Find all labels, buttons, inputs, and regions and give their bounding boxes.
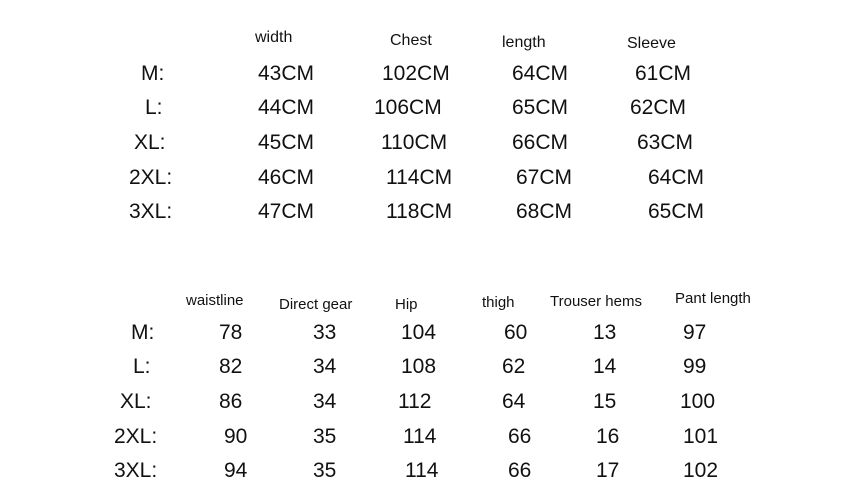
header-width: width <box>255 29 293 46</box>
length-value: 66CM <box>512 131 569 154</box>
sleeve-value: 64CM <box>648 166 705 189</box>
pant-length-value: 100 <box>680 390 716 413</box>
waistline-value: 90 <box>224 425 248 448</box>
sleeve-value: 61CM <box>635 62 692 85</box>
header-waistline: waistline <box>186 292 244 309</box>
pant-length-value: 99 <box>683 355 707 378</box>
length-value: 65CM <box>512 96 569 119</box>
sleeve-value: 62CM <box>630 96 687 119</box>
hip-value: 112 <box>398 390 432 413</box>
size-label-xl: XL: <box>120 390 152 413</box>
trouser-hem-value: 16 <box>596 425 620 448</box>
waistline-value: 78 <box>219 321 243 344</box>
width-value: 46CM <box>258 166 315 189</box>
size-label-xl: XL: <box>134 131 166 154</box>
hip-value: 114 <box>405 459 439 482</box>
width-value: 45CM <box>258 131 315 154</box>
hip-value: 114 <box>403 425 437 448</box>
size-label-2xl: 2XL: <box>129 166 173 189</box>
direct-gear-value: 34 <box>313 355 337 378</box>
thigh-value: 60 <box>504 321 528 344</box>
width-value: 43CM <box>258 62 315 85</box>
thigh-value: 64 <box>502 390 526 413</box>
chest-value: 106CM <box>374 96 442 119</box>
size-label-3xl: 3XL: <box>114 459 158 482</box>
size-label-m: M: <box>131 321 155 344</box>
pant-length-value: 97 <box>683 321 707 344</box>
width-value: 44CM <box>258 96 315 119</box>
header-trouser-hems: Trouser hems <box>550 293 642 310</box>
thigh-value: 62 <box>502 355 526 378</box>
trouser-hem-value: 14 <box>593 355 617 378</box>
chest-value: 114CM <box>386 166 453 189</box>
pant-length-value: 101 <box>683 425 719 448</box>
pant-length-value: 102 <box>683 459 719 482</box>
direct-gear-value: 35 <box>313 459 337 482</box>
header-thigh: thigh <box>482 294 515 311</box>
header-pant-length: Pant length <box>675 290 751 307</box>
waistline-value: 86 <box>219 390 243 413</box>
waistline-value: 94 <box>224 459 248 482</box>
length-value: 64CM <box>512 62 569 85</box>
length-value: 67CM <box>516 166 573 189</box>
width-value: 47CM <box>258 200 315 223</box>
header-chest: Chest <box>390 32 432 49</box>
sleeve-value: 65CM <box>648 200 705 223</box>
direct-gear-value: 35 <box>313 425 337 448</box>
hip-value: 108 <box>401 355 437 378</box>
trouser-hem-value: 17 <box>596 459 620 482</box>
size-label-3xl: 3XL: <box>129 200 173 223</box>
waistline-value: 82 <box>219 355 243 378</box>
direct-gear-value: 33 <box>313 321 337 344</box>
chest-value: 118CM <box>386 200 453 223</box>
size-label-l: L: <box>133 355 151 378</box>
trouser-hem-value: 13 <box>593 321 617 344</box>
thigh-value: 66 <box>508 459 532 482</box>
sleeve-value: 63CM <box>637 131 694 154</box>
header-sleeve: Sleeve <box>627 35 676 52</box>
size-label-l: L: <box>145 96 163 119</box>
direct-gear-value: 34 <box>313 390 337 413</box>
chest-value: 110CM <box>381 131 448 154</box>
header-hip: Hip <box>395 296 418 313</box>
hip-value: 104 <box>401 321 437 344</box>
chest-value: 102CM <box>382 62 450 85</box>
thigh-value: 66 <box>508 425 532 448</box>
size-label-2xl: 2XL: <box>114 425 158 448</box>
trouser-hem-value: 15 <box>593 390 617 413</box>
length-value: 68CM <box>516 200 573 223</box>
size-label-m: M: <box>141 62 165 85</box>
header-length: length <box>502 34 546 51</box>
header-direct-gear: Direct gear <box>279 296 353 313</box>
